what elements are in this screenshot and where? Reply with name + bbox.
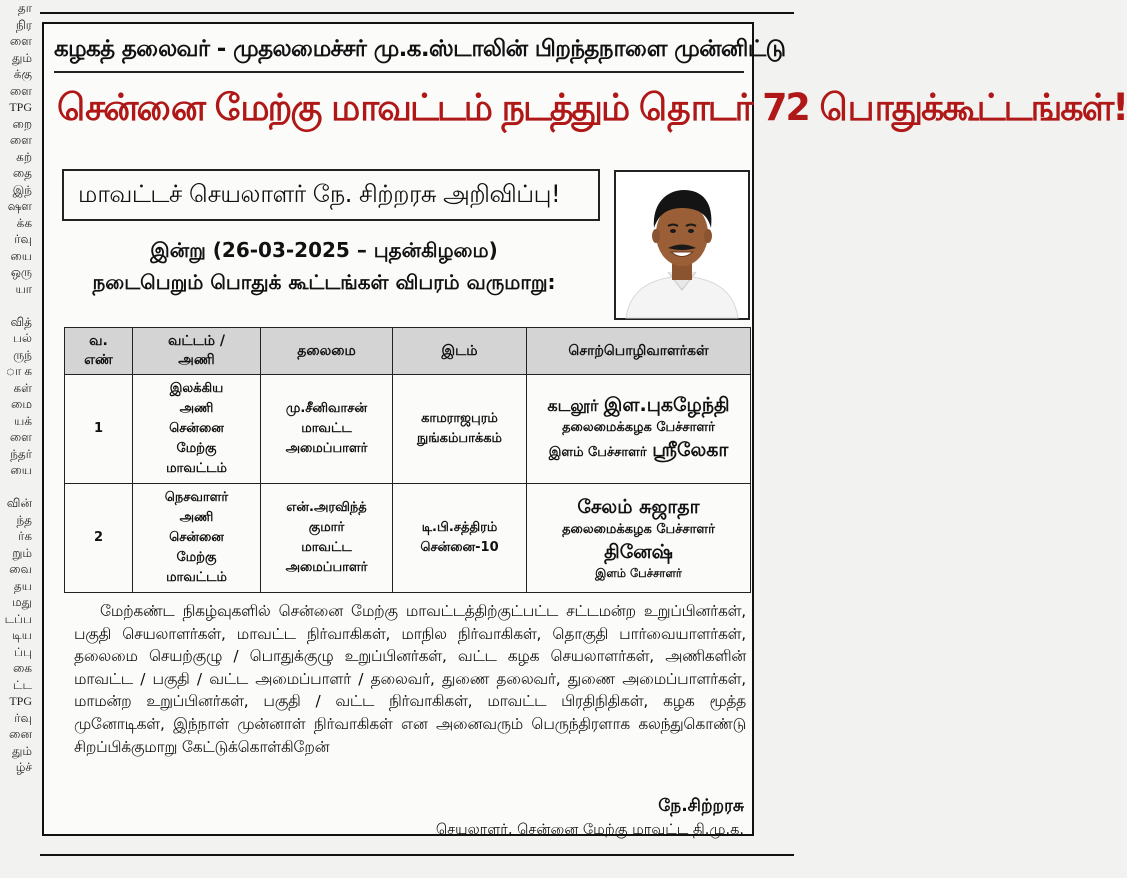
header-place: இடம் xyxy=(393,328,527,375)
row-wing: இலக்கிய அணி சென்னை மேற்கு மாவட்டம் xyxy=(133,375,261,484)
advertisement-box xyxy=(42,22,1127,838)
column-fragment: ட்ட xyxy=(12,677,32,692)
column-fragment: ழ்ச் xyxy=(15,760,32,774)
announcement-text: மாவட்டச் செயலாளர் நே. சிற்றரசு அறிவிப்பு! xyxy=(78,179,561,208)
bottom-rule xyxy=(40,854,794,878)
invitation-paragraph: மேற்கண்ட நிகழ்வுகளில் சென்னை மேற்கு மாவட்டத்திற்குட்பட்ட சட்டமன்ற உறுப்பினர்கள், பகுதி செயலாளர்கள், மாவட்ட நிர்வாகிகள், மாநில நிர்வாகிகள், தொகுதி பார்வையாளர்கள், தலைமை செயற்குழு / பொதுக்குழு உறுப்பினர்கள், வட்ட கழக செயலாளர்கள், அணிகளின் மாவட்ட / பகுதி / வட்ட அமைப்பாளர் / தலைவர், துணை தலைவர், துணை அமைப்பாளர்கள், மாமன்ற உறுப்பினர்கள், பகுதி / வட்ட நிர்வாகிகள், மாவட்ட பிரதிநிதிகள், கழக மூத்த முனோடிகள், இந்நாள் முன்னாள் நிர்வாகிகள் என அனைவரும் பெருந்திரளாக கலந்துகொண்டு சிறப்பிக்குமாறு கேட்டுக்கொள்கிறேன் xyxy=(74,602,746,756)
column-fragment: TPG xyxy=(9,100,32,114)
column-fragment: கை xyxy=(12,661,32,675)
column-fragment: யை xyxy=(10,248,32,263)
speaker-1: சேலம் சுஜாதா xyxy=(577,496,700,518)
header-chair: தலைமை xyxy=(261,328,393,375)
announcement-box xyxy=(62,169,600,221)
intro-line: நடைபெறும் பொதுக் கூட்டங்கள் விபரம் வருமாறு: xyxy=(92,270,556,294)
header-serial: வ. எண் xyxy=(65,328,133,375)
column-fragment: டிய xyxy=(12,628,32,642)
column-fragment: யா xyxy=(15,281,32,296)
column-fragment: க்கு xyxy=(13,67,32,81)
column-fragment: வின் xyxy=(6,496,32,510)
column-fragment: TPG xyxy=(9,694,32,708)
column-fragment: ப்பு xyxy=(14,644,32,659)
column-fragment: ருந் xyxy=(13,347,32,362)
row-serial: 2 xyxy=(65,484,133,593)
column-fragment: தும் xyxy=(11,50,32,65)
column-fragment: யை xyxy=(10,463,32,477)
header-speakers: சொற்பொழிவாளர்கள் xyxy=(527,328,751,375)
column-fragment: வை xyxy=(9,562,32,576)
column-fragment: கள் xyxy=(13,380,32,395)
top-rule xyxy=(40,0,794,14)
speaker-2: இளம் பேச்சாளர் ஸ்ரீலேகா xyxy=(548,439,729,461)
speaker-1: கடலூர் இள.புகழேந்தி xyxy=(547,394,730,416)
column-fragment: தய xyxy=(13,578,32,593)
column-fragment: ளை xyxy=(9,34,32,48)
column-fragment: றை xyxy=(12,116,32,131)
column-fragment: தை xyxy=(12,166,32,180)
column-fragment: பல் xyxy=(13,331,32,345)
speaker-2-role: இளம் பேச்சாளர் xyxy=(595,566,682,580)
meetings-table xyxy=(64,327,751,593)
row-chair: என்.அரவிந்த் குமார் மாவட்ட அமைப்பாளர் xyxy=(261,484,393,593)
table-header-row xyxy=(65,328,751,375)
column-fragment: ந்தர் xyxy=(10,446,32,461)
portrait-illustration xyxy=(616,172,748,318)
row-wing: நெசவாளர் அணி சென்னை மேற்கு மாவட்டம் xyxy=(133,484,261,593)
column-fragment: ந்த xyxy=(16,512,32,527)
main-headline: சென்னை மேற்கு மாவட்டம் நடத்தும் தொடர் 72 பொதுக்கூட்டங்கள்! xyxy=(56,86,1127,129)
column-fragment: னை xyxy=(9,727,32,741)
row-place: காமராஜபுரம் நுங்கம்பாக்கம் xyxy=(393,375,527,484)
secretary-photo xyxy=(614,170,750,320)
column-fragment: ா க xyxy=(5,364,32,378)
date-line: இன்று (26-03-2025 – புதன்கிழமை) xyxy=(150,238,498,262)
column-fragment: ளை xyxy=(9,430,32,444)
column-fragment: தா xyxy=(17,1,32,15)
row-serial: 1 xyxy=(65,375,133,484)
column-fragment: ர்க xyxy=(18,529,32,543)
column-fragment: டப்ப xyxy=(4,611,32,626)
column-fragment: ர்வு xyxy=(14,710,32,725)
column-fragment: நிர xyxy=(15,17,32,32)
signature-role: செயலாளர், சென்னை மேற்கு மாவட்ட தி.மு.க. xyxy=(435,822,744,838)
speaker-2: தினேஷ் xyxy=(604,541,673,563)
header-wing: வட்டம் / அணி xyxy=(133,328,261,375)
speaker-1-role: தலைமைக்கழக பேச்சாளர் xyxy=(562,522,715,537)
column-fragment: மது xyxy=(11,595,32,609)
column-fragment: கற் xyxy=(16,149,32,164)
signature-name: நே.சிற்றரசு xyxy=(658,796,744,816)
column-fragment xyxy=(0,297,34,314)
row-place: டி.பி.சத்திரம் சென்னை-10 xyxy=(393,484,527,593)
row-chair: மு.சீனிவாசன் மாவட்ட அமைப்பாளர் xyxy=(261,375,393,484)
column-fragment: றும் xyxy=(12,545,32,560)
row-speakers xyxy=(527,484,751,593)
column-fragment: ஒரு xyxy=(10,265,32,279)
adjacent-article-column xyxy=(0,0,34,840)
column-fragment xyxy=(0,479,34,496)
heading-line-1: கழகத் தலைவர் - முதலமைச்சர் மு.க.ஸ்டாலின் பிறந்தநாளை முன்னிட்டு xyxy=(54,36,744,73)
table-row xyxy=(65,484,751,593)
speaker-1-role: தலைமைக்கழக பேச்சாளர் xyxy=(562,420,715,435)
row-speakers xyxy=(527,375,751,484)
column-fragment: வித் xyxy=(10,314,32,329)
table-row xyxy=(65,375,751,484)
column-fragment: யக் xyxy=(14,413,32,428)
column-fragment: தும் xyxy=(11,743,32,758)
column-fragment: க்க xyxy=(16,215,32,230)
column-fragment: ளை xyxy=(9,133,32,147)
column-fragment: மை xyxy=(10,397,32,411)
column-fragment: ஷள xyxy=(7,199,32,213)
column-fragment: ர்வு xyxy=(14,232,32,246)
column-fragment: ளை xyxy=(9,83,32,98)
column-fragment: இந் xyxy=(12,182,32,197)
